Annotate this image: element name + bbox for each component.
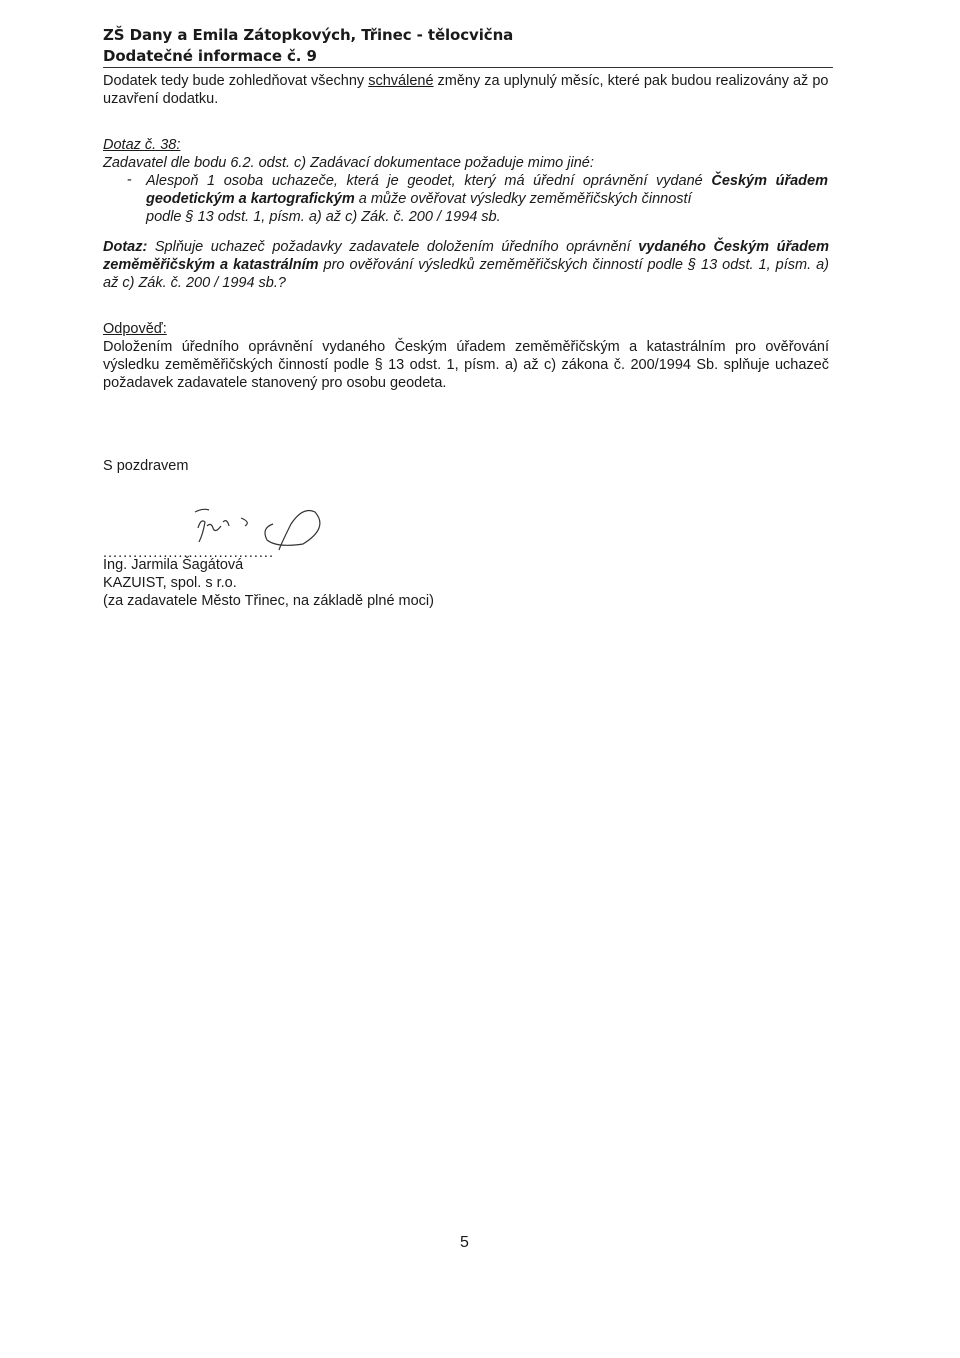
page-number: 5	[460, 1234, 469, 1251]
school-header: ZŠ Dany a Emila Zátopkových, Třinec - tělocvična	[103, 26, 514, 44]
bullet-line-3: podle § 13 odst. 1, písm. a) až c) Zák. č. 200 / 1994 sb.	[146, 209, 501, 225]
dotaz-line-1: Dotaz: Splňuje uchazeč požadavky zadavatele doložením úředního oprávnění vydaného Českým úřadem	[103, 239, 829, 255]
intro-line-2: uzavření dodatku.	[103, 91, 219, 107]
signature-dots: ..................................	[103, 545, 274, 561]
signatory-name: Ing. Jarmila Šagátová	[103, 557, 244, 573]
header-rule	[103, 67, 833, 68]
question-heading: Dotaz č. 38:	[103, 137, 181, 153]
signatory-note: (za zadavatele Město Třinec, na základě plné moci)	[103, 593, 434, 609]
answer-heading: Odpověď:	[103, 321, 167, 337]
greeting: S pozdravem	[103, 458, 189, 474]
answer-line-1: Doložením úředního oprávnění vydaného Českým úřadem zeměměřičským a katastrálním pro ověřování	[103, 339, 829, 355]
document-title: Dodatečné informace č. 9	[103, 47, 317, 65]
dotaz-line-3: až c) Zák. č. 200 / 1994 sb.?	[103, 275, 286, 291]
signatory-company: KAZUIST, spol. s r.o.	[103, 575, 237, 591]
dotaz-line-2: zeměměřičským a katastrálním pro ověřování výsledků zeměměřičských činností podle § 13 odst. 1, písm. a)	[103, 257, 829, 273]
bullet-dash: -	[127, 172, 132, 188]
bullet-line-1: Alespoň 1 osoba uchazeče, která je geodet, který má úřední oprávnění vydané Českým úřadem	[146, 173, 828, 189]
bullet-line-2: geodetickým a kartografickým a může ověřovat výsledky zeměměřičských činností	[146, 191, 692, 207]
answer-line-3: požadavek zadavatele stanovený pro osobu geodeta.	[103, 375, 447, 391]
question-line-1: Zadavatel dle bodu 6.2. odst. c) Zadávací dokumentace požaduje mimo jiné:	[103, 155, 594, 171]
intro-line-1: Dodatek tedy bude zohledňovat všechny schválené změny za uplynulý měsíc, které pak budou realizovány až po	[103, 73, 829, 89]
answer-line-2: výsledku zeměměřičských činností podle § 13 odst. 1, písm. a) až c) zákona č. 200/1994 Sb. splňuje uchazeč	[103, 357, 829, 373]
